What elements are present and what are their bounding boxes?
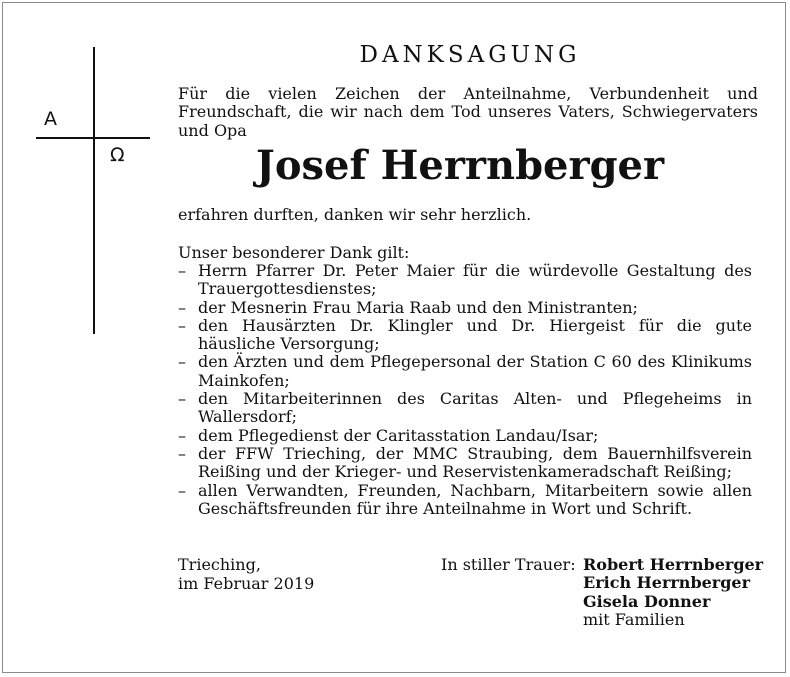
- list-item: – der FFW Trieching, der MMC Straubing, dem Bauernhilfsverein Reißing und der Krieger- und Reservistenkameradschaft Reißing;: [178, 445, 752, 482]
- notice-heading: DANKSAGUNG: [359, 42, 581, 68]
- list-item: – allen Verwandten, Freunden, Nachbarn, Mitarbeitern sowie allen Geschäftsfreunden für ihre Anteilnahme in Wort und Schrift.: [178, 482, 752, 519]
- mourner-name: Robert Herrnberger: [583, 555, 764, 574]
- thanks-list-title: Unser besonderer Dank gilt:: [178, 243, 410, 262]
- deceased-name: Josef Herrnberger: [255, 142, 665, 189]
- intro-text: Für die vielen Zeichen der Anteilnahme, Verbundenheit und Freundschaft, die wir nach dem Tod unseres Vaters, Schwiegervaters und Opa: [178, 84, 758, 140]
- cross-horizontal-bar: [36, 137, 150, 139]
- mourner-name: Erich Herrnberger: [583, 573, 751, 593]
- list-item: – den Ärzten und dem Pflegepersonal der Station C 60 des Klinikums Mainkofen;: [178, 353, 752, 390]
- list-item: – dem Pflegedienst der Caritasstation Landau/Isar;: [178, 427, 752, 445]
- alpha-symbol: A: [44, 108, 57, 130]
- list-item: – Herrn Pfarrer Dr. Peter Maier für die würdevolle Gestaltung des Trauergottesdienstes;: [178, 262, 752, 299]
- mourners-list: [583, 556, 763, 629]
- list-item: – der Mesnerin Frau Maria Raab und den Ministranten;: [178, 299, 752, 317]
- place-text: Trieching,: [178, 555, 261, 574]
- cross-vertical-bar: [93, 47, 95, 334]
- thanks-list: [178, 262, 752, 518]
- mourner-name: Gisela Donner: [583, 591, 711, 611]
- grief-label: In stiller Trauer:: [441, 555, 576, 574]
- thanks-text: erfahren durften, danken wir sehr herzlich.: [178, 205, 532, 224]
- list-item: – den Hausärzten Dr. Klingler und Dr. Hiergeist für die gute häusliche Versorgung;: [178, 317, 752, 354]
- list-item: – den Mitarbeiterinnen des Caritas Alten- und Pflegeheims in Wallersdorf;: [178, 390, 752, 427]
- omega-symbol: Ω: [110, 144, 125, 166]
- date-text: im Februar 2019: [178, 574, 315, 593]
- families-text: mit Familien: [583, 609, 685, 629]
